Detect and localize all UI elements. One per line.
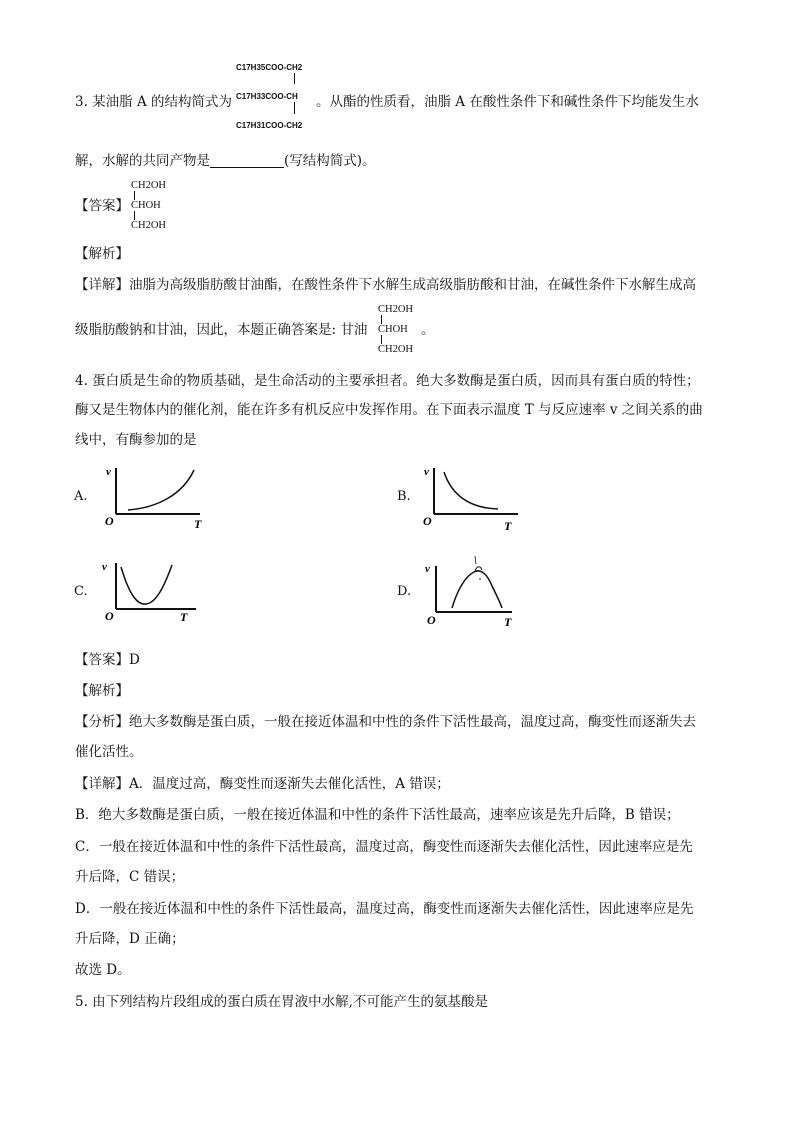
option-a-label: A. <box>74 489 88 504</box>
q4-detail-c1: C．一般在接近体温和中性的条件下活性最高，温度过高，酶变性而逐渐失去催化活性，因此速率应是先 <box>75 839 693 855</box>
glycerol-line-2: CHOH <box>131 200 161 211</box>
ester-formula-line-3: C17H31COO-CH2 <box>236 121 303 130</box>
graph-b <box>418 460 528 532</box>
axis-origin-label: O <box>105 514 114 528</box>
ester-formula-line-2: C17H33COO-CH <box>236 92 298 101</box>
q4-line3: 线中，有酶参加的是 <box>75 432 197 448</box>
bond-line <box>294 102 295 114</box>
curve-c <box>121 565 172 604</box>
q4-detail-d1: D．一般在接近体温和中性的条件下活性最高，温度过高，酶变性而逐渐失去催化活性，因此速率应是先 <box>75 901 694 917</box>
q4-detail-c2: 升后降，C 错误； <box>75 869 185 885</box>
answer-tag: 【答案】 <box>75 198 129 214</box>
curve-b <box>444 472 498 509</box>
option-b-label: B. <box>397 489 411 504</box>
q4-line2: 酶又是生物体内的催化剂，能在许多有机反应中发挥作用。在下面表示温度 T 与反应速率 v 之间关系的曲 <box>75 402 703 418</box>
axis-origin-label: O <box>427 613 436 627</box>
axis-y-label: v <box>425 563 430 575</box>
q3-suffix: 。从酯的性质看，油脂 A 在酸性条件下和碱性条件下均能发生水 <box>316 94 699 110</box>
axis-origin-label: O <box>105 609 114 623</box>
curve-d-dot <box>479 578 481 580</box>
q4-detail-a: 【详解】A．温度过高，酶变性而逐渐失去催化活性，A 错误； <box>75 776 450 792</box>
axis-y-label: v <box>106 466 111 478</box>
graph-d <box>420 552 530 632</box>
answer-blank <box>210 153 284 168</box>
curve-d <box>452 571 502 608</box>
q4-answer: 【答案】D <box>75 652 140 668</box>
axis-y-label: v <box>424 466 429 478</box>
q4-analysis-line2: 催化活性。 <box>75 744 143 760</box>
option-d-label: D. <box>397 584 412 599</box>
q4-detail-d2: 升后降，D 正确； <box>75 931 185 947</box>
glycerol-line-3: CH2OH <box>131 220 167 231</box>
q4-detail-b: B．绝大多数酶是蛋白质，一般在接近体温和中性的条件下活性最高，速率应该是先升后降，B 错误； <box>75 807 680 823</box>
curve-a <box>128 470 194 510</box>
axis-x-label: T <box>504 615 512 629</box>
graph-c <box>100 555 210 627</box>
q4-conclusion: 故选 D。 <box>75 962 131 978</box>
analysis-tag: 【解析】 <box>75 246 129 262</box>
graph-a <box>100 460 210 532</box>
ester-formula-line-1: C17H35COO-CH2 <box>236 63 303 72</box>
glycerol-line-1: CH2OH <box>131 180 167 191</box>
option-c-label: C. <box>74 584 88 599</box>
axis-x-label: T <box>180 610 188 624</box>
axis-x-label: T <box>504 519 512 532</box>
q3-line2: 解，水解的共同产物是 (写结构简式)。 <box>75 153 376 169</box>
glycerol-line-2: CHOH <box>378 324 408 335</box>
glycerol-line-3: CH2OH <box>378 344 414 355</box>
q5-line1: 5. 由下列结构片段组成的蛋白质在胃液中水解,不可能产生的氨基酸是 <box>75 994 488 1010</box>
axis-y-label: v <box>102 561 107 573</box>
q3-detail-end: 。 <box>421 322 435 338</box>
q4-line1: 4. 蛋白质是生命的物质基础，是生命活动的主要承担者。绝大多数酶是蛋白质，因而具有蛋白质的特性； <box>75 373 700 389</box>
q4-analysis-tag: 【解析】 <box>75 683 129 699</box>
q3-prefix: 3. 某油脂 A 的结构简式为 <box>75 94 233 110</box>
q3-detail-line1: 【详解】油脂为高级脂肪酸甘油酯，在酸性条件下水解生成高级脂肪酸和甘油，在碱性条件下水解生成高 <box>75 277 696 293</box>
axis-origin-label: O <box>423 514 432 528</box>
bond-line <box>294 73 295 84</box>
q4-analysis-line1: 【分析】绝大多数酶是蛋白质，一般在接近体温和中性的条件下活性最高，温度过高，酶变性而逐渐失去 <box>75 714 696 730</box>
axis-x-label: T <box>194 517 202 531</box>
glycerol-line-1: CH2OH <box>378 304 414 315</box>
curve-d-peak-tick <box>475 556 476 564</box>
q3-detail-line2: 级脂肪酸钠和甘油，因此，本题正确答案是: 甘油 <box>75 322 368 338</box>
